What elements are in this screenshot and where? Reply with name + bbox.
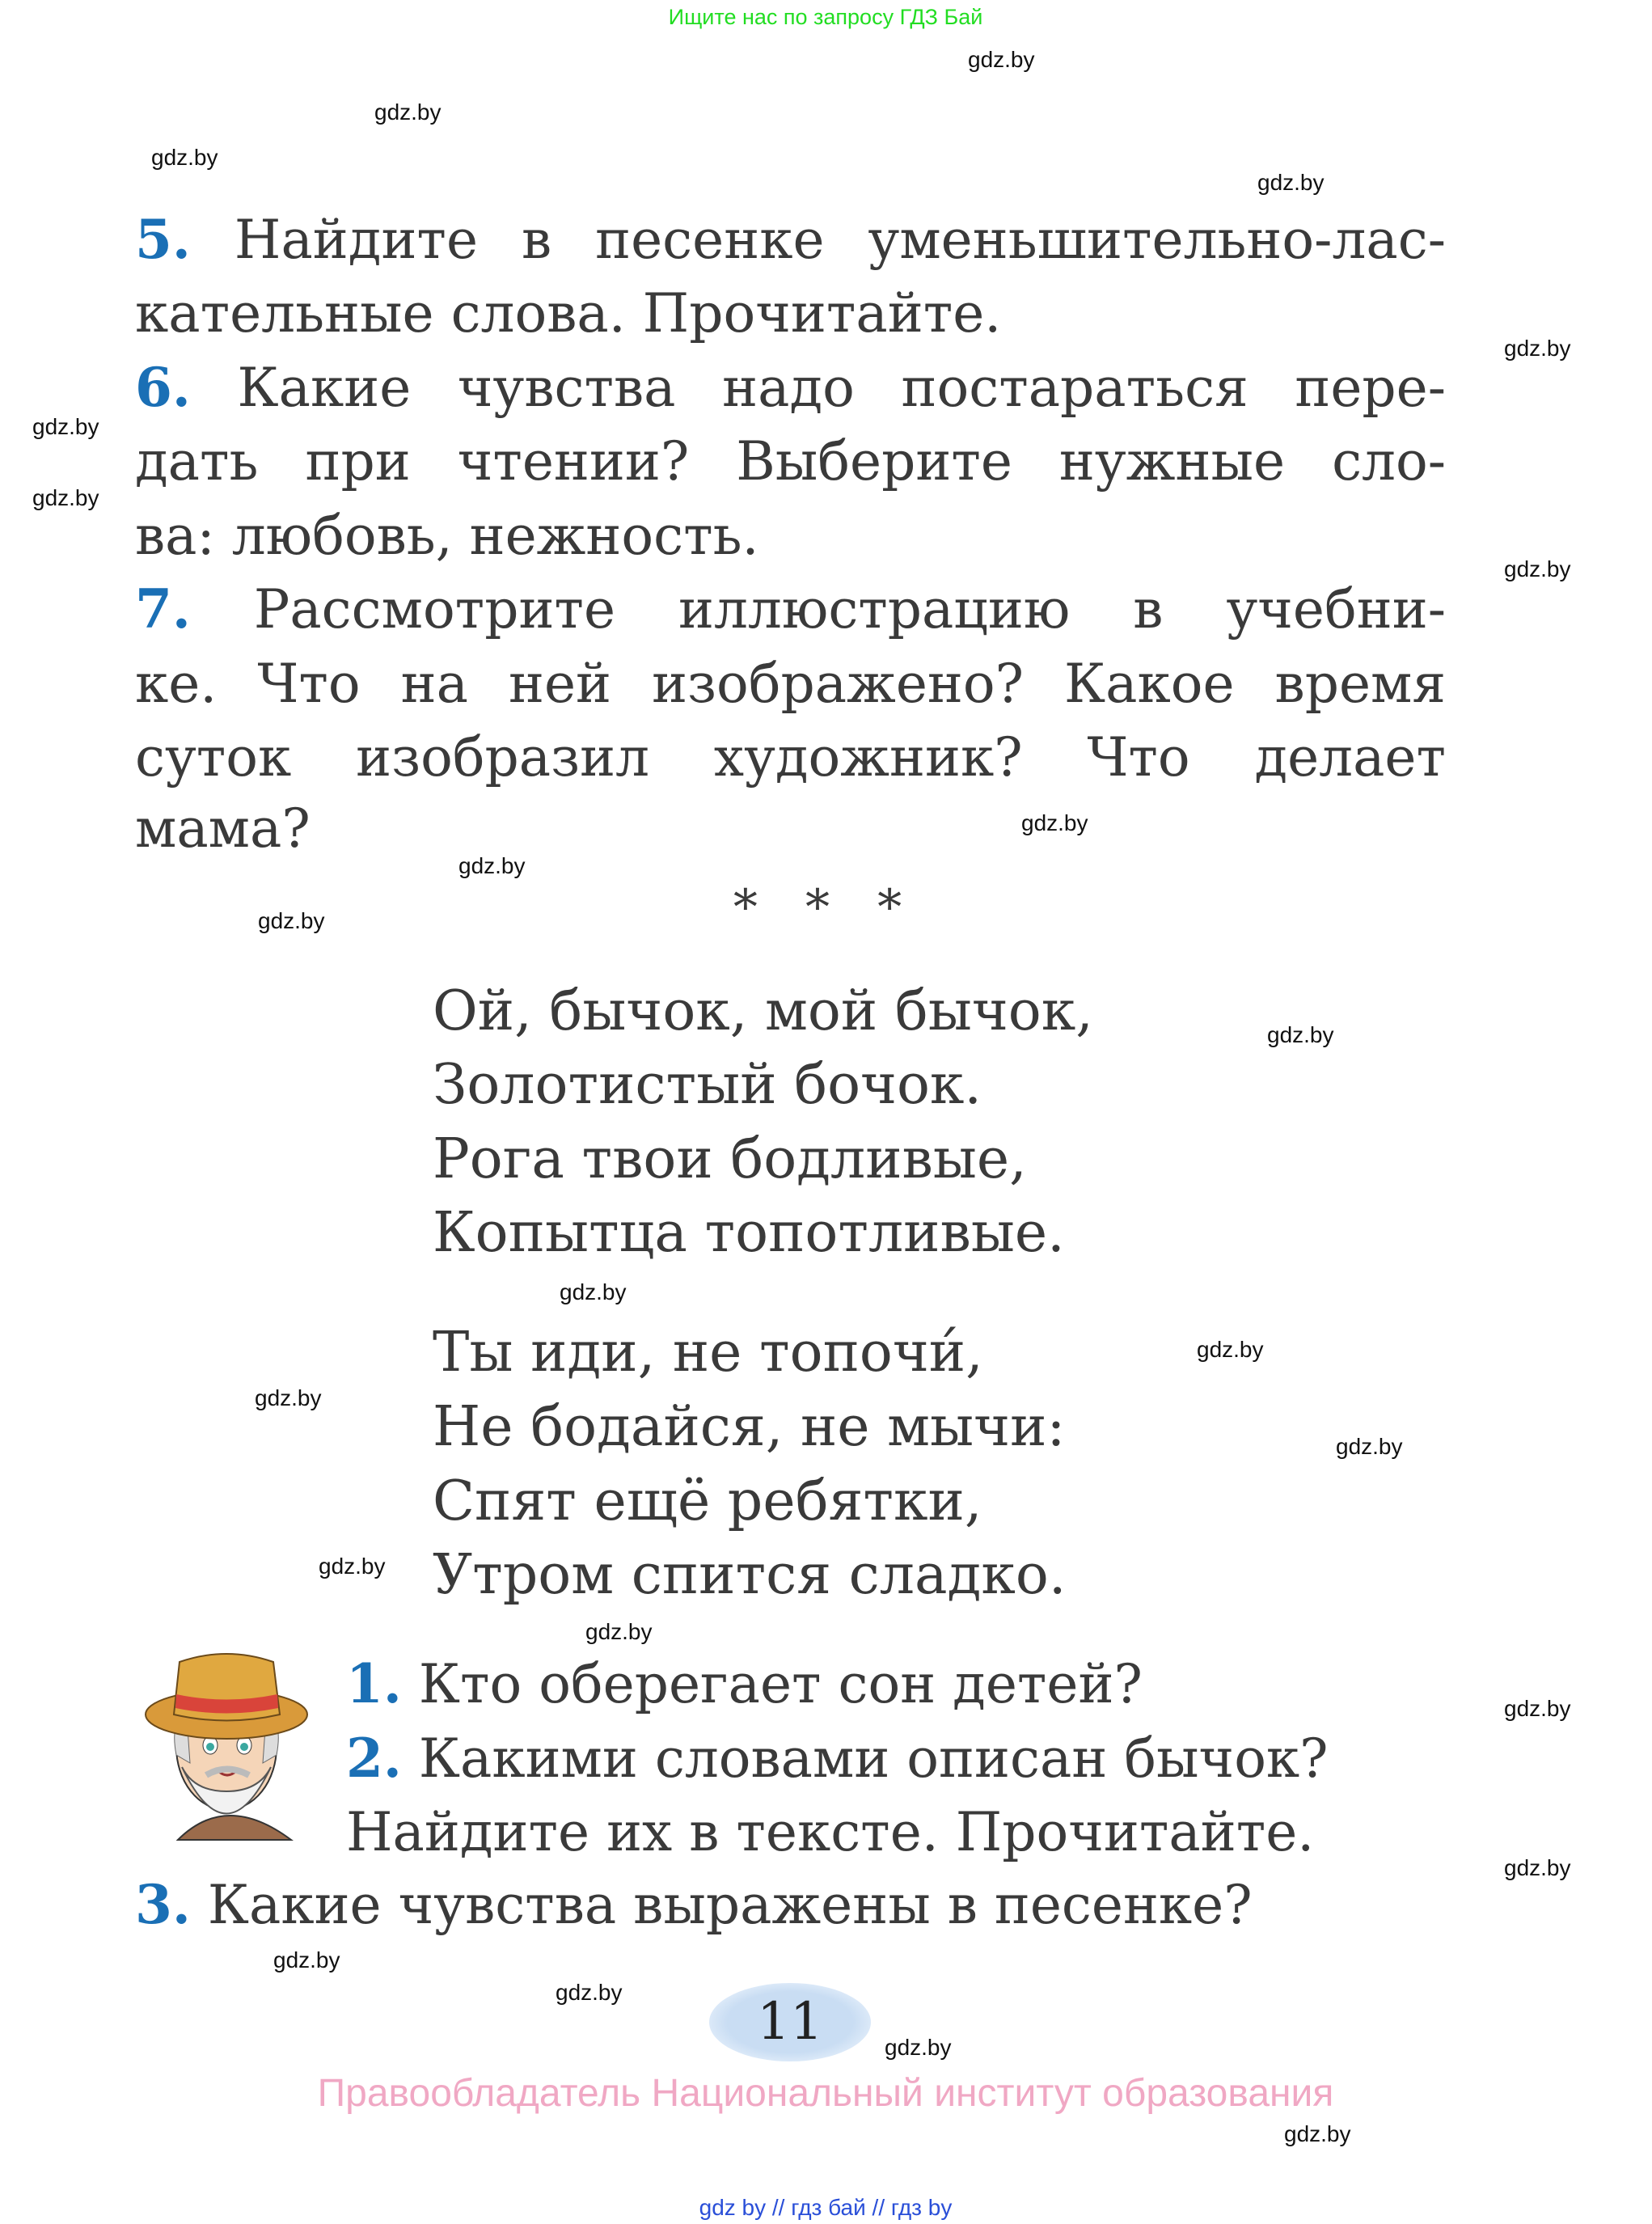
watermark: gdz.by — [32, 414, 99, 439]
watermark: gdz.by — [258, 908, 325, 933]
poem-line: Рога твои бодливые, — [433, 1127, 1027, 1191]
watermark: gdz.by — [560, 1279, 627, 1304]
poem-line: Золотистый бочок. — [433, 1053, 982, 1117]
poem-line: Утром спится сладко. — [433, 1543, 1067, 1607]
copyright-notice: Правообладатель Национальный институт образования — [317, 2072, 1334, 2115]
old-man-illustration — [129, 1650, 323, 1848]
task-6-line-2: дать при чтении? Выберите нужные сло- — [135, 430, 1446, 493]
question-number: 3. — [135, 1873, 191, 1936]
task-7-line-4: мама? — [135, 797, 311, 860]
watermark: gdz.by — [458, 853, 526, 878]
watermark: gdz.by — [1021, 810, 1088, 835]
watermark: gdz.by — [1267, 1022, 1334, 1047]
watermark: gdz.by — [1504, 556, 1571, 581]
watermark: gdz.by — [1504, 336, 1571, 361]
watermark: gdz.by — [273, 1947, 340, 1972]
question-2-line-1: 2. Какими словами описан бычок? — [346, 1727, 1329, 1790]
task-number: 6. — [135, 356, 191, 419]
watermark: gdz.by — [1336, 1434, 1403, 1459]
task-7-line-3: суток изобразил художник? Что делает — [135, 726, 1446, 789]
poem-separator: * * * — [733, 879, 919, 936]
task-7-line-1: 7. Рассмотрите иллюстрацию в учебни- — [135, 577, 1446, 641]
page-number: 11 — [709, 1983, 871, 2061]
watermark: gdz.by — [968, 47, 1035, 72]
question-number: 2. — [346, 1727, 402, 1790]
task-number: 7. — [135, 577, 191, 641]
watermark: gdz.by — [374, 99, 442, 125]
question-number: 1. — [346, 1652, 402, 1715]
watermark: gdz.by — [1257, 170, 1325, 195]
watermark: gdz.by — [1197, 1337, 1264, 1362]
watermark: gdz.by — [319, 1554, 386, 1579]
watermark: gdz.by — [1284, 2121, 1351, 2146]
question-3: 3. Какие чувства выражены в песенке? — [135, 1873, 1253, 1936]
task-7-line-2: ке. Что на ней изображено? Какое время — [135, 653, 1446, 715]
task-5-line-2: кательные слова. Прочитайте. — [135, 282, 1002, 345]
watermark: gdz.by — [885, 2035, 952, 2060]
poem-line: Спят ещё ребятки, — [433, 1469, 982, 1533]
question-2-line-2: Найдите их в тексте. Прочитайте. — [346, 1801, 1315, 1863]
watermark: gdz.by — [1504, 1855, 1571, 1880]
watermark: gdz.by — [32, 485, 99, 510]
watermark: gdz.by — [255, 1385, 322, 1410]
watermark: gdz.by — [1504, 1696, 1571, 1721]
watermark: gdz.by — [585, 1619, 653, 1644]
footer-links[interactable]: gdz by // гдз бай // гдз by — [699, 2195, 953, 2220]
poem-line: Ой, бычок, мой бычок, — [433, 979, 1093, 1043]
search-hint: Ищите нас по запросу ГДЗ Бай — [668, 5, 983, 29]
poem-line: Копытца топотливые. — [433, 1201, 1065, 1265]
task-6-line-3: ва: любовь, нежность. — [135, 505, 759, 567]
task-number: 5. — [135, 208, 191, 271]
task-5-line-1: 5. Найдите в песенке уменьшительно-лас- — [135, 208, 1446, 271]
watermark: gdz.by — [151, 145, 218, 170]
watermark: gdz.by — [556, 1980, 623, 2005]
task-6-line-1: 6. Какие чувства надо постараться пере- — [135, 356, 1446, 419]
question-1: 1. Кто оберегает сон детей? — [346, 1652, 1143, 1715]
poem-line: Не бодайся, не мычи: — [433, 1395, 1066, 1459]
poem-line: Ты иди, не топочи́, — [433, 1321, 983, 1385]
